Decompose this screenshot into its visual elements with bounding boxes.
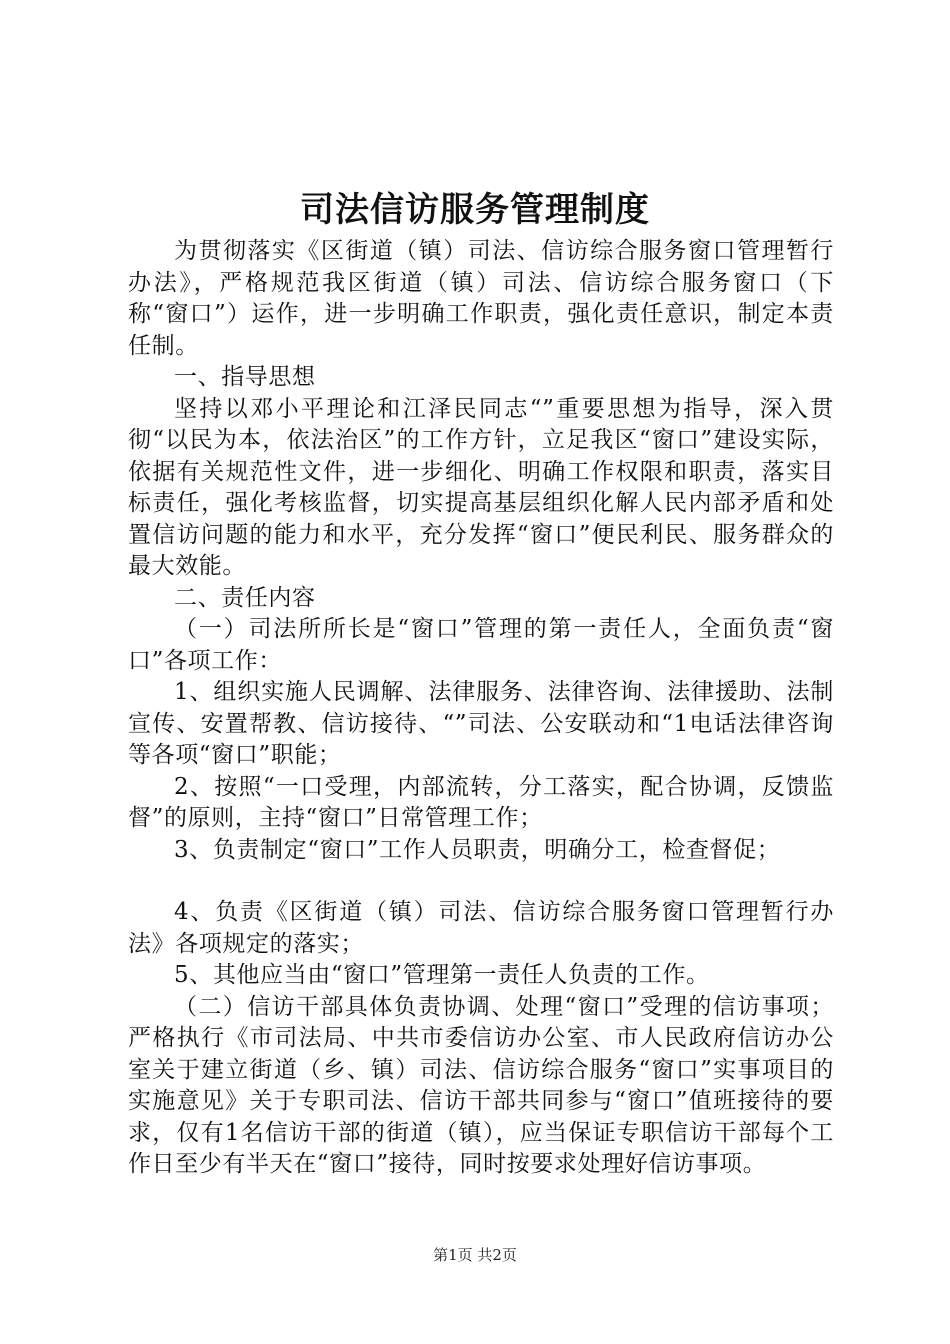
duty-item-4: 4、负责《区街道（镇）司法、信访综合服务窗口管理暂行办法》各项规定的落实； [128, 899, 834, 957]
section-heading-responsibilities: 二、责任内容 [174, 584, 316, 611]
duty-item-3: 3、负责制定“窗口”工作人员职责，明确分工，检查督促； [174, 836, 781, 863]
document-body [128, 236, 834, 1181]
duty-item-1: 1、组织实施人民调解、法律服务、法律咨询、法律援助、法制宣传、安置帮教、信访接待、“”司法、公安联动和“1电话法律咨询等各项“窗口”职能； [128, 679, 834, 768]
page-number-footer: 第1页 共2页 [433, 1246, 517, 1264]
section-heading-guiding-thought: 一、指导思想 [174, 364, 316, 390]
guiding-thought-paragraph: 坚持以邓小平理论和江泽民同志“”重要思想为指导，深入贯彻“以民为本，依法治区”的工作方针，立足我区“窗口”建设实际，依据有关规范性文件，进一步细化、明确工作权限和职责，落实目标责任，强化考核监督，切实提高基层组织化解人民内部矛盾和处置信访问题的能力和水平，充分发挥“窗口”便民利民、服务群众的最大效能。 [128, 395, 834, 579]
intro-paragraph: 为贯彻落实《区街道（镇）司法、信访综合服务窗口管理暂行办法》，严格规范我区街道（镇）司法、信访综合服务窗口（下称“窗口”）运作，进一步明确工作职责，强化责任意识，制定本责任制。 [128, 238, 834, 359]
responsibility-item-1: （一）司法所所长是“窗口”管理的第一责任人，全面负责“窗口”各项工作： [128, 616, 834, 674]
duty-item-5: 5、其他应当由“窗口”管理第一责任人负责的工作。 [174, 962, 710, 988]
document-title: 司法信访服务管理制度 [300, 190, 650, 230]
responsibility-item-2: （二）信访干部具体负责协调、处理“窗口”受理的信访事项；严格执行《市司法局、中共市委信访办公室、市人民政府信访办公室关于建立街道（乡、镇）司法、信访综合服务“窗口”实事项目的实施意见》关于专职司法、信访干部共同参与“窗口”值班接待的要求，仅有1名信访干部的街道（镇），应当保证专职信访干部每个工作日至少有半天在“窗口”接待，同时按要求处理好信访事项。 [128, 993, 834, 1177]
duty-item-2: 2、按照“一口受理，内部流转，分工落实，配合协调，反馈监督”的原则，主持“窗口”日常管理工作； [128, 773, 834, 831]
